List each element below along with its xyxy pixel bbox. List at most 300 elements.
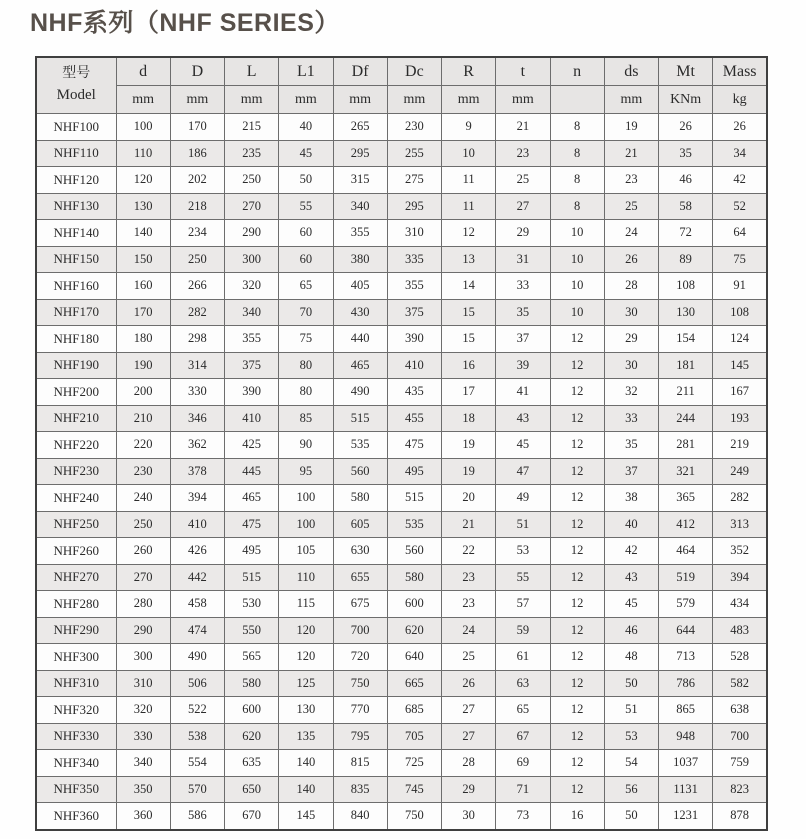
cell-Mass: 108 <box>713 299 767 326</box>
cell-D: 202 <box>170 167 224 194</box>
column-header-Mt: Mt <box>659 57 713 86</box>
cell-ds: 42 <box>604 538 658 565</box>
cell-t: 25 <box>496 167 550 194</box>
cell-Df: 580 <box>333 485 387 512</box>
cell-d: 210 <box>116 405 170 432</box>
cell-L1: 85 <box>279 405 333 432</box>
cell-Mass: 878 <box>713 803 767 830</box>
column-header-t: t <box>496 57 550 86</box>
cell-R: 12 <box>442 220 496 247</box>
table-row <box>36 352 767 379</box>
column-header-D: D <box>170 57 224 86</box>
cell-Mt: 865 <box>659 697 713 724</box>
cell-Dc: 725 <box>387 750 441 777</box>
cell-d: 310 <box>116 670 170 697</box>
cell-d: 190 <box>116 352 170 379</box>
cell-Mt: 579 <box>659 591 713 618</box>
table-body <box>36 114 767 830</box>
cell-L1: 80 <box>279 379 333 406</box>
cell-D: 410 <box>170 511 224 538</box>
cell-ds: 50 <box>604 670 658 697</box>
table-row <box>36 114 767 141</box>
cell-Dc: 600 <box>387 591 441 618</box>
cell-n: 10 <box>550 299 604 326</box>
cell-Mt: 948 <box>659 723 713 750</box>
cell-t: 67 <box>496 723 550 750</box>
cell-D: 458 <box>170 591 224 618</box>
column-unit-R: mm <box>442 86 496 114</box>
cell-t: 35 <box>496 299 550 326</box>
cell-Mt: 365 <box>659 485 713 512</box>
cell-model: NHF190 <box>36 352 116 379</box>
cell-Mt: 1231 <box>659 803 713 830</box>
cell-Df: 315 <box>333 167 387 194</box>
header-row-units <box>36 86 767 114</box>
cell-Mt: 786 <box>659 670 713 697</box>
cell-Mass: 124 <box>713 326 767 353</box>
cell-d: 130 <box>116 193 170 220</box>
cell-Mass: 638 <box>713 697 767 724</box>
cell-Mt: 244 <box>659 405 713 432</box>
cell-Mt: 72 <box>659 220 713 247</box>
cell-t: 43 <box>496 405 550 432</box>
cell-D: 218 <box>170 193 224 220</box>
cell-t: 65 <box>496 697 550 724</box>
cell-ds: 43 <box>604 564 658 591</box>
cell-R: 14 <box>442 273 496 300</box>
cell-Mt: 89 <box>659 246 713 273</box>
cell-t: 59 <box>496 617 550 644</box>
cell-Df: 295 <box>333 140 387 167</box>
cell-Mt: 154 <box>659 326 713 353</box>
cell-ds: 25 <box>604 193 658 220</box>
cell-n: 8 <box>550 114 604 141</box>
cell-ds: 28 <box>604 273 658 300</box>
cell-model: NHF260 <box>36 538 116 565</box>
cell-D: 266 <box>170 273 224 300</box>
cell-n: 10 <box>550 220 604 247</box>
cell-t: 51 <box>496 511 550 538</box>
cell-ds: 32 <box>604 379 658 406</box>
cell-Mt: 464 <box>659 538 713 565</box>
cell-model: NHF220 <box>36 432 116 459</box>
cell-Mt: 713 <box>659 644 713 671</box>
header-row-symbols <box>36 57 767 86</box>
cell-n: 12 <box>550 776 604 803</box>
cell-L1: 130 <box>279 697 333 724</box>
cell-n: 8 <box>550 167 604 194</box>
column-header-model <box>36 57 116 114</box>
table-row <box>36 644 767 671</box>
cell-R: 15 <box>442 299 496 326</box>
cell-Dc: 560 <box>387 538 441 565</box>
cell-L1: 65 <box>279 273 333 300</box>
cell-Mass: 167 <box>713 379 767 406</box>
cell-R: 27 <box>442 697 496 724</box>
cell-L: 650 <box>225 776 279 803</box>
cell-n: 12 <box>550 644 604 671</box>
cell-t: 31 <box>496 246 550 273</box>
cell-L: 565 <box>225 644 279 671</box>
column-header-L1: L1 <box>279 57 333 86</box>
table-row <box>36 750 767 777</box>
cell-Dc: 310 <box>387 220 441 247</box>
page-title: NHF系列（NHF SERIES） <box>30 9 340 37</box>
cell-R: 30 <box>442 803 496 830</box>
cell-R: 21 <box>442 511 496 538</box>
column-unit-L1: mm <box>279 86 333 114</box>
table-row <box>36 299 767 326</box>
cell-n: 12 <box>550 697 604 724</box>
cell-Mt: 321 <box>659 458 713 485</box>
cell-Mt: 181 <box>659 352 713 379</box>
table-row <box>36 326 767 353</box>
cell-L1: 110 <box>279 564 333 591</box>
cell-Df: 535 <box>333 432 387 459</box>
table-row <box>36 405 767 432</box>
cell-L1: 120 <box>279 644 333 671</box>
cell-d: 340 <box>116 750 170 777</box>
cell-n: 12 <box>550 538 604 565</box>
cell-L: 290 <box>225 220 279 247</box>
cell-model: NHF300 <box>36 644 116 671</box>
cell-L1: 100 <box>279 485 333 512</box>
cell-Dc: 295 <box>387 193 441 220</box>
cell-Dc: 665 <box>387 670 441 697</box>
cell-L1: 100 <box>279 511 333 538</box>
table-row <box>36 670 767 697</box>
cell-D: 442 <box>170 564 224 591</box>
cell-D: 234 <box>170 220 224 247</box>
column-header-d: d <box>116 57 170 86</box>
cell-Mass: 42 <box>713 167 767 194</box>
cell-D: 394 <box>170 485 224 512</box>
cell-Mass: 219 <box>713 432 767 459</box>
cell-L1: 45 <box>279 140 333 167</box>
cell-Mt: 412 <box>659 511 713 538</box>
table-row <box>36 485 767 512</box>
cell-Df: 355 <box>333 220 387 247</box>
cell-L1: 60 <box>279 246 333 273</box>
cell-ds: 45 <box>604 591 658 618</box>
cell-n: 12 <box>550 723 604 750</box>
cell-n: 8 <box>550 140 604 167</box>
cell-L: 355 <box>225 326 279 353</box>
cell-t: 69 <box>496 750 550 777</box>
column-unit-D: mm <box>170 86 224 114</box>
cell-Dc: 410 <box>387 352 441 379</box>
cell-model: NHF340 <box>36 750 116 777</box>
cell-model: NHF350 <box>36 776 116 803</box>
cell-Mass: 91 <box>713 273 767 300</box>
cell-Mass: 52 <box>713 193 767 220</box>
cell-Df: 440 <box>333 326 387 353</box>
cell-n: 12 <box>550 458 604 485</box>
cell-R: 27 <box>442 723 496 750</box>
cell-d: 100 <box>116 114 170 141</box>
cell-d: 360 <box>116 803 170 830</box>
cell-D: 298 <box>170 326 224 353</box>
cell-Dc: 685 <box>387 697 441 724</box>
cell-L: 320 <box>225 273 279 300</box>
cell-Mass: 528 <box>713 644 767 671</box>
cell-t: 71 <box>496 776 550 803</box>
table-row <box>36 379 767 406</box>
cell-Mass: 759 <box>713 750 767 777</box>
cell-d: 270 <box>116 564 170 591</box>
cell-Mass: 483 <box>713 617 767 644</box>
cell-Mass: 700 <box>713 723 767 750</box>
cell-R: 16 <box>442 352 496 379</box>
cell-model: NHF270 <box>36 564 116 591</box>
cell-n: 12 <box>550 432 604 459</box>
table-row <box>36 273 767 300</box>
cell-R: 18 <box>442 405 496 432</box>
cell-Mt: 108 <box>659 273 713 300</box>
cell-R: 22 <box>442 538 496 565</box>
cell-d: 220 <box>116 432 170 459</box>
cell-L1: 95 <box>279 458 333 485</box>
cell-model: NHF100 <box>36 114 116 141</box>
cell-t: 49 <box>496 485 550 512</box>
cell-L: 300 <box>225 246 279 273</box>
cell-L: 635 <box>225 750 279 777</box>
column-header-n: n <box>550 57 604 86</box>
cell-Mt: 281 <box>659 432 713 459</box>
cell-ds: 51 <box>604 697 658 724</box>
cell-model: NHF200 <box>36 379 116 406</box>
cell-Mass: 282 <box>713 485 767 512</box>
cell-Mt: 644 <box>659 617 713 644</box>
cell-L: 390 <box>225 379 279 406</box>
cell-d: 280 <box>116 591 170 618</box>
table-row <box>36 246 767 273</box>
column-unit-d: mm <box>116 86 170 114</box>
cell-n: 12 <box>550 564 604 591</box>
cell-d: 110 <box>116 140 170 167</box>
cell-D: 378 <box>170 458 224 485</box>
cell-model: NHF160 <box>36 273 116 300</box>
cell-L: 250 <box>225 167 279 194</box>
cell-L1: 135 <box>279 723 333 750</box>
cell-D: 570 <box>170 776 224 803</box>
cell-Mt: 1131 <box>659 776 713 803</box>
cell-Mass: 26 <box>713 114 767 141</box>
cell-L: 495 <box>225 538 279 565</box>
table-row <box>36 697 767 724</box>
cell-L1: 70 <box>279 299 333 326</box>
cell-D: 426 <box>170 538 224 565</box>
cell-Mass: 823 <box>713 776 767 803</box>
cell-L1: 90 <box>279 432 333 459</box>
cell-model: NHF140 <box>36 220 116 247</box>
cell-t: 53 <box>496 538 550 565</box>
cell-n: 12 <box>550 326 604 353</box>
cell-Df: 405 <box>333 273 387 300</box>
cell-R: 19 <box>442 458 496 485</box>
cell-Dc: 515 <box>387 485 441 512</box>
cell-model: NHF280 <box>36 591 116 618</box>
column-unit-Mt: KNm <box>659 86 713 114</box>
column-header-ds: ds <box>604 57 658 86</box>
cell-Mt: 211 <box>659 379 713 406</box>
cell-D: 170 <box>170 114 224 141</box>
cell-Dc: 640 <box>387 644 441 671</box>
cell-model: NHF130 <box>36 193 116 220</box>
cell-D: 362 <box>170 432 224 459</box>
cell-L: 340 <box>225 299 279 326</box>
cell-Df: 430 <box>333 299 387 326</box>
cell-Dc: 375 <box>387 299 441 326</box>
cell-d: 200 <box>116 379 170 406</box>
cell-n: 12 <box>550 670 604 697</box>
cell-Df: 490 <box>333 379 387 406</box>
cell-Df: 560 <box>333 458 387 485</box>
cell-R: 29 <box>442 776 496 803</box>
cell-L: 550 <box>225 617 279 644</box>
table-row <box>36 511 767 538</box>
cell-model: NHF110 <box>36 140 116 167</box>
cell-Dc: 750 <box>387 803 441 830</box>
cell-ds: 29 <box>604 326 658 353</box>
table-row <box>36 193 767 220</box>
cell-Mass: 193 <box>713 405 767 432</box>
cell-Df: 770 <box>333 697 387 724</box>
cell-Df: 465 <box>333 352 387 379</box>
cell-d: 350 <box>116 776 170 803</box>
cell-n: 12 <box>550 379 604 406</box>
cell-model: NHF290 <box>36 617 116 644</box>
table-row <box>36 458 767 485</box>
cell-L1: 125 <box>279 670 333 697</box>
cell-Df: 380 <box>333 246 387 273</box>
cell-t: 45 <box>496 432 550 459</box>
cell-L: 270 <box>225 193 279 220</box>
cell-R: 9 <box>442 114 496 141</box>
model-header-cn: 型号 <box>62 66 91 82</box>
cell-model: NHF210 <box>36 405 116 432</box>
cell-n: 12 <box>550 617 604 644</box>
cell-ds: 24 <box>604 220 658 247</box>
table-row <box>36 591 767 618</box>
cell-ds: 33 <box>604 405 658 432</box>
column-unit-t: mm <box>496 86 550 114</box>
cell-R: 25 <box>442 644 496 671</box>
cell-R: 26 <box>442 670 496 697</box>
cell-ds: 50 <box>604 803 658 830</box>
cell-L: 425 <box>225 432 279 459</box>
cell-model: NHF310 <box>36 670 116 697</box>
cell-t: 57 <box>496 591 550 618</box>
column-header-Df: Df <box>333 57 387 86</box>
cell-D: 282 <box>170 299 224 326</box>
cell-Dc: 335 <box>387 246 441 273</box>
cell-L1: 40 <box>279 114 333 141</box>
cell-R: 10 <box>442 140 496 167</box>
cell-n: 16 <box>550 803 604 830</box>
column-unit-Dc: mm <box>387 86 441 114</box>
cell-d: 300 <box>116 644 170 671</box>
cell-Dc: 620 <box>387 617 441 644</box>
cell-model: NHF250 <box>36 511 116 538</box>
cell-Mt: 35 <box>659 140 713 167</box>
cell-D: 474 <box>170 617 224 644</box>
cell-Df: 700 <box>333 617 387 644</box>
cell-Mass: 352 <box>713 538 767 565</box>
cell-ds: 54 <box>604 750 658 777</box>
table-row <box>36 432 767 459</box>
cell-model: NHF120 <box>36 167 116 194</box>
cell-Df: 340 <box>333 193 387 220</box>
cell-D: 346 <box>170 405 224 432</box>
cell-d: 140 <box>116 220 170 247</box>
cell-model: NHF180 <box>36 326 116 353</box>
cell-L: 600 <box>225 697 279 724</box>
cell-Df: 655 <box>333 564 387 591</box>
cell-t: 47 <box>496 458 550 485</box>
cell-Dc: 355 <box>387 273 441 300</box>
table-row <box>36 803 767 830</box>
cell-Mass: 75 <box>713 246 767 273</box>
cell-Dc: 580 <box>387 564 441 591</box>
cell-L1: 145 <box>279 803 333 830</box>
cell-d: 260 <box>116 538 170 565</box>
cell-t: 29 <box>496 220 550 247</box>
cell-Df: 675 <box>333 591 387 618</box>
cell-L1: 105 <box>279 538 333 565</box>
cell-L1: 140 <box>279 750 333 777</box>
cell-Mass: 313 <box>713 511 767 538</box>
cell-ds: 26 <box>604 246 658 273</box>
cell-ds: 19 <box>604 114 658 141</box>
model-header-en: Model <box>56 86 96 103</box>
cell-d: 230 <box>116 458 170 485</box>
cell-L: 410 <box>225 405 279 432</box>
cell-D: 554 <box>170 750 224 777</box>
cell-n: 8 <box>550 193 604 220</box>
cell-t: 23 <box>496 140 550 167</box>
cell-model: NHF240 <box>36 485 116 512</box>
cell-d: 250 <box>116 511 170 538</box>
cell-Dc: 495 <box>387 458 441 485</box>
cell-Mt: 519 <box>659 564 713 591</box>
cell-d: 330 <box>116 723 170 750</box>
cell-Dc: 275 <box>387 167 441 194</box>
cell-ds: 30 <box>604 299 658 326</box>
cell-R: 17 <box>442 379 496 406</box>
cell-t: 37 <box>496 326 550 353</box>
cell-model: NHF360 <box>36 803 116 830</box>
cell-Df: 835 <box>333 776 387 803</box>
cell-d: 240 <box>116 485 170 512</box>
cell-t: 21 <box>496 114 550 141</box>
cell-Df: 815 <box>333 750 387 777</box>
cell-L1: 60 <box>279 220 333 247</box>
cell-ds: 53 <box>604 723 658 750</box>
cell-D: 186 <box>170 140 224 167</box>
cell-L: 215 <box>225 114 279 141</box>
cell-Df: 265 <box>333 114 387 141</box>
cell-Df: 795 <box>333 723 387 750</box>
table-row <box>36 220 767 247</box>
cell-L: 235 <box>225 140 279 167</box>
cell-Dc: 475 <box>387 432 441 459</box>
cell-Mass: 582 <box>713 670 767 697</box>
table-row <box>36 723 767 750</box>
cell-L1: 75 <box>279 326 333 353</box>
cell-ds: 40 <box>604 511 658 538</box>
column-header-Mass: Mass <box>713 57 767 86</box>
